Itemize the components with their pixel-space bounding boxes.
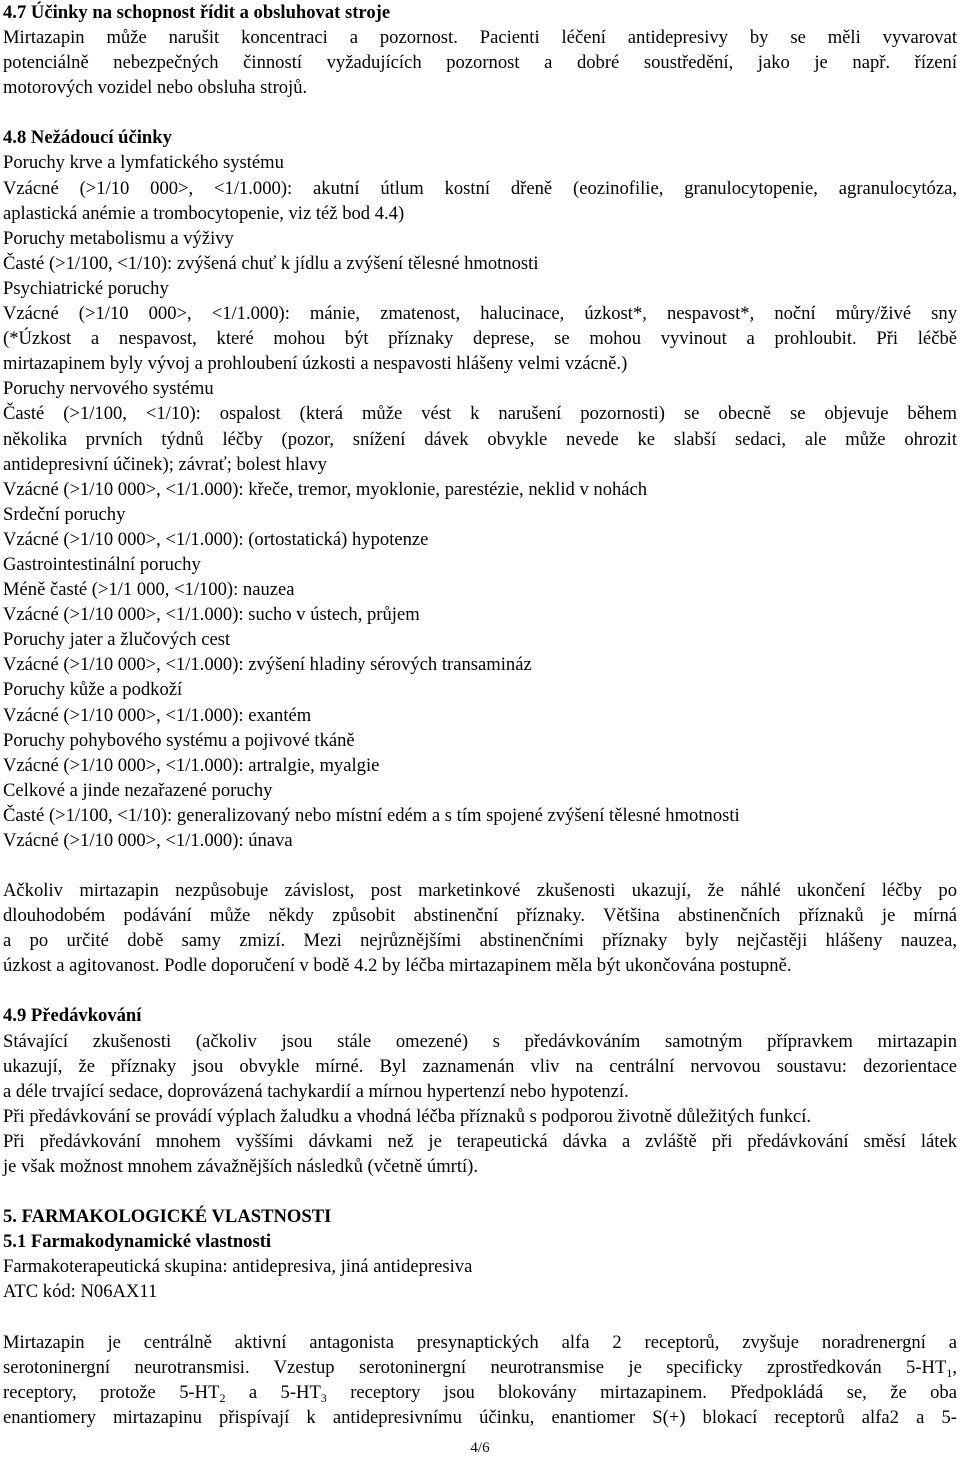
section-heading-4-7: 4.7 Účinky na schopnost řídit a obsluhovat stroje	[3, 2, 391, 23]
text-line: Celkové a jinde nezařazené poruchy	[3, 779, 273, 801]
text-line	[3, 1380, 957, 1405]
text-line: Poruchy pohybového systému a pojivové tkáně	[3, 729, 355, 751]
document-page	[3, 0, 957, 1430]
text-line: několika prvních týdnů léčby (pozor, snížení dávek obvykle nevede ke slabší sedaci, ale může ohrozit	[3, 428, 957, 450]
text-line: motorových vozidel nebo obsluha strojů.	[3, 77, 308, 99]
text-line: Srdeční poruchy	[3, 503, 126, 525]
text-line: Poruchy kůže a podkoží	[3, 679, 183, 701]
text-line: Vzácné (>1/10 000>, <1/1.000): únava	[3, 830, 293, 851]
text-line: a po určité době samy zmizí. Mezi nejrůznějšími abstinenčními příznaky byly nejčastěji hlášeny nauzea,	[3, 930, 957, 952]
text-line: Při předávkování mnohem vyššími dávkami než je terapeutická dávka a zvláště při předávkování směsí látek	[3, 1130, 957, 1152]
text-line: Vzácné (>1/10 000>, <1/1.000): křeče, tremor, myoklonie, parestézie, neklid v nohách	[3, 478, 648, 500]
text-segment: serotoninergní neurotransmisi. Vzestup serotoninergní neurotransmise je specificky zprostředkován 5-HT	[3, 1356, 947, 1378]
text-line: Poruchy metabolismu a výživy	[3, 227, 234, 249]
text-line	[3, 1355, 957, 1380]
text-line: Méně časté (>1/1 000, <1/100): nauzea	[3, 579, 295, 601]
spacer	[3, 978, 957, 1003]
text-line: Ačkoliv mirtazapin nezpůsobuje závislost, post marketinkové zkušenosti ukazují, že náhlé ukončení léčby po	[3, 880, 957, 902]
text-line: Stávající zkušenosti (ačkoliv jsou stále omezené) s předávkováním samotným přípravkem mirtazapin	[3, 1030, 957, 1052]
text-line: enantiomery mirtazapinu přispívají k antidepresivnímu účinku, enantiomer S(+) blokací receptorů alfa2 a 5-	[3, 1406, 957, 1428]
text-line: Vzácné (>1/10 000>, <1/1.000): mánie, zmatenost, halucinace, úzkost*, nespavost*, noční můry/živé sny	[3, 303, 957, 325]
text-line: Poruchy jater a žlučových cest	[3, 629, 231, 651]
section-heading-5: 5. FARMAKOLOGICKÉ VLASTNOSTI	[3, 1206, 332, 1228]
text-line: Časté (>1/100, <1/10): zvýšená chuť k jídlu a zvýšení tělesné hmotnosti	[3, 252, 539, 274]
text-line: Mirtazapin může narušit koncentraci a pozornost. Pacienti léčení antidepresivy by se měli vyvarovat	[3, 27, 957, 49]
text-segment: receptory, protože 5-HT	[3, 1381, 220, 1403]
text-line: Časté (>1/100, <1/10): ospalost (která může vést k narušení pozornosti) se obecně se objevuje během	[3, 403, 957, 425]
text-line: Poruchy nervového systému	[3, 378, 214, 400]
text-line: potenciálně nebezpečných činností vyžadujících pozornost a dobré soustředění, jako je např. řízení	[3, 52, 957, 74]
spacer	[3, 1179, 957, 1204]
text-line: Farmakoterapeutická skupina: antidepresiva, jiná antidepresiva	[3, 1256, 473, 1278]
section-heading-4-8: 4.8 Nežádoucí účinky	[3, 127, 172, 149]
text-line: Vzácné (>1/10 000>, <1/1.000): zvýšení hladiny sérových transamináz	[3, 654, 532, 676]
text-line: a déle trvající sedace, doprovázená tachykardií a mírnou hypertenzí nebo hypotenzí.	[3, 1080, 629, 1102]
text-line: antidepresivní účinek); závrať; bolest hlavy	[3, 453, 327, 475]
text-segment: receptory jsou blokovány mirtazapinem. Předpokládá se, že oba	[326, 1381, 957, 1403]
text-line: Vzácné (>1/10 000>, <1/1.000): akutní útlum kostní dřeně (eozinofilie, granulocytopenie, agranulocytóza,	[3, 177, 957, 199]
text-line: Gastrointestinální poruchy	[3, 553, 201, 575]
section-heading-5-1: 5.1 Farmakodynamické vlastnosti	[3, 1231, 272, 1253]
section-heading-4-9: 4.9 Předávkování	[3, 1005, 142, 1027]
text-segment: a 5-HT	[225, 1381, 321, 1403]
text-line: Mirtazapin je centrálně aktivní antagonista presynaptických alfa 2 receptorů, zvyšuje noradrenergní a	[3, 1331, 957, 1353]
text-line: (*Úzkost a nespavost, které mohou být příznaky deprese, se mohou vyvinout a prohloubit. Při léčbě	[3, 328, 957, 350]
text-segment: ,	[952, 1356, 957, 1378]
text-line: úzkost a agitovanost. Podle doporučení v bodě 4.2 by léčba mirtazapinem měla být ukončována postupně.	[3, 955, 792, 977]
text-line: Poruchy krve a lymfatického systému	[3, 152, 284, 174]
text-line: ATC kód: N06AX11	[3, 1281, 158, 1303]
spacer	[3, 100, 957, 125]
text-line: Časté (>1/100, <1/10): generalizovaný nebo místní edém a s tím spojené zvýšení tělesné hmotnosti	[3, 804, 740, 826]
subscript: 3	[320, 1390, 327, 1405]
text-line: ukazují, že příznaky jsou obvykle mírné. Byl zaznamenán vliv na centrální nervovou soustavu: dezorientace	[3, 1055, 957, 1077]
text-line: Při předávkování se provádí výplach žaludku a vhodná léčba příznaků s podporou životně důležitých funkcí.	[3, 1105, 812, 1127]
spacer	[3, 1305, 957, 1330]
text-line: je však možnost mnohem závažnějších následků (včetně úmrtí).	[3, 1156, 479, 1178]
text-line: dlouhodobém podávání může někdy způsobit abstinenční příznaky. Většina abstinenčních příznaků je mírná	[3, 905, 957, 927]
subscript: 1	[946, 1365, 953, 1380]
page-number: 4/6	[470, 1440, 490, 1456]
text-line: aplastická anémie a trombocytopenie, viz též bod 4.4)	[3, 202, 405, 224]
text-line: Psychiatrické poruchy	[3, 277, 169, 299]
text-line: Vzácné (>1/10 000>, <1/1.000): (ortostatická) hypotenze	[3, 528, 429, 550]
text-line: Vzácné (>1/10 000>, <1/1.000): exantém	[3, 704, 312, 726]
spacer	[3, 853, 957, 878]
text-line: Vzácné (>1/10 000>, <1/1.000): artralgie, myalgie	[3, 754, 380, 776]
subscript: 2	[219, 1390, 226, 1405]
text-line: Vzácné (>1/10 000>, <1/1.000): sucho v ústech, průjem	[3, 604, 420, 626]
text-line: mirtazapinem byly vývoj a prohloubení úzkosti a nespavosti hlášeny velmi vzácně.)	[3, 353, 628, 375]
